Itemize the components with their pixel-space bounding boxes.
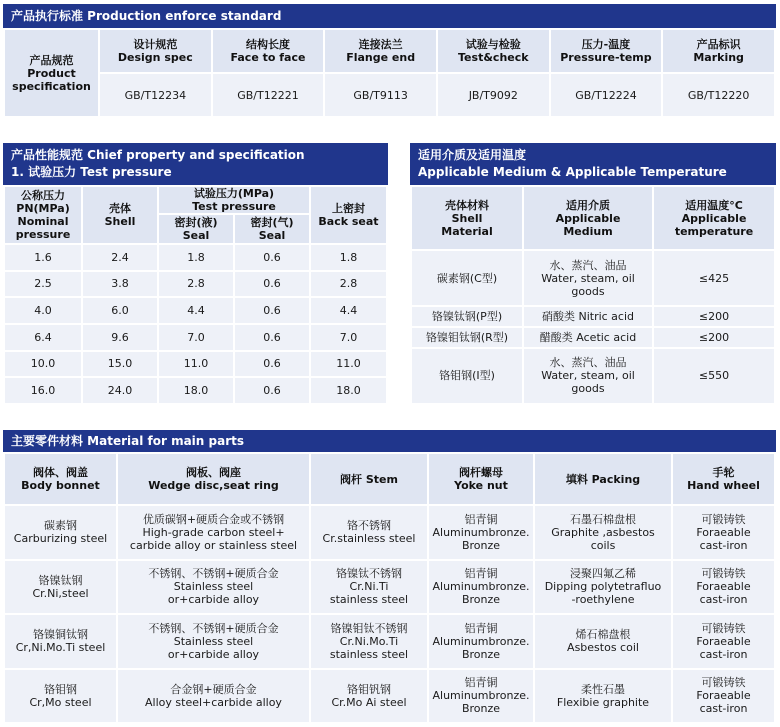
standard-col-face: 结构长度 Face to face (212, 29, 325, 73)
cell: ≤425 (653, 250, 775, 306)
standard-value: GB/T12234 (99, 73, 212, 117)
cell: 铬镍钼钛不锈钢 Cr.Ni.Mo.Ti stainless steel (310, 614, 428, 669)
cell: 硝酸类 Nitric acid (523, 306, 653, 327)
cell: 优质碳钢+硬质合金或不锈钢 High-grade carbon steel+ carbide alloy or stainless steel (117, 505, 310, 560)
cell: 2.8 (310, 271, 387, 298)
cell: 3.8 (82, 271, 158, 298)
cell: 铬镍钛钢(P型) (411, 306, 523, 327)
medium-panel (410, 143, 776, 405)
cell: 铬钼钢 Cr,Mo steel (4, 669, 117, 724)
cell: 9.6 (82, 324, 158, 351)
cell: 柔性石墨 Flexibie graphite (534, 669, 672, 724)
cell: 铬钼钢(I型) (411, 348, 523, 404)
header-shell: 壳体 Shell (82, 186, 158, 244)
cell: 铝青铜 Aluminumbronze. Bronze (428, 560, 534, 615)
cell: 不锈钢、不锈钢+硬质合金 Stainless steel or+carbide alloy (117, 560, 310, 615)
cell: 1.8 (310, 244, 387, 271)
table-row (4, 377, 387, 404)
test-pressure-table (3, 185, 388, 405)
cell: 铬镍钛不锈钢 Cr.Ni.Ti stainless steel (310, 560, 428, 615)
standard-value: GB/T12220 (662, 73, 775, 117)
table-row (4, 324, 387, 351)
standard-table (3, 28, 776, 118)
standard-col-test: 试验与检验 Test&check (437, 29, 550, 73)
standard-row-label: 产品规范 Product specification (4, 29, 99, 117)
cell: 0.6 (234, 324, 310, 351)
header-stem: 阀杆 Stem (310, 453, 428, 505)
property-panel (3, 143, 388, 405)
cell: 烯石棉盘根 Asbestos coil (534, 614, 672, 669)
cell: 0.6 (234, 271, 310, 298)
standard-value: GB/T12224 (550, 73, 663, 117)
standard-col-flange: 连接法兰 Flange end (324, 29, 437, 73)
cell: 18.0 (158, 377, 234, 404)
cell: 1.6 (4, 244, 82, 271)
cell: 碳素钢 Carburizing steel (4, 505, 117, 560)
cell: 10.0 (4, 351, 82, 378)
cell: 7.0 (158, 324, 234, 351)
table-row (4, 351, 387, 378)
table-row (4, 505, 775, 560)
table-row (4, 271, 387, 298)
header-wedge-disc: 阀板、阀座 Wedge disc,seat ring (117, 453, 310, 505)
cell: 铬钼钒钢 Cr.Mo Ai steel (310, 669, 428, 724)
cell: 铬镍铜钛钢 Cr,Ni.Mo.Ti steel (4, 614, 117, 669)
cell: 铝青铜 Aluminumbronze. Bronze (428, 614, 534, 669)
cell: 可锻铸铁 Foraeable cast-iron (672, 669, 775, 724)
cell: 1.8 (158, 244, 234, 271)
cell: 铬镍钛钢 Cr.Ni,steel (4, 560, 117, 615)
table-row (4, 560, 775, 615)
header-packing: 填料 Packing (534, 453, 672, 505)
cell: 2.8 (158, 271, 234, 298)
cell: 0.6 (234, 377, 310, 404)
cell: 4.0 (4, 297, 82, 324)
parts-table (3, 452, 776, 724)
header-seal-liquid: 密封(液) Seal (158, 214, 234, 244)
header-nominal-pressure: 公称压力 PN(MPa) Nominal pressure (4, 186, 82, 244)
standard-title-bar (3, 4, 776, 28)
cell: 11.0 (310, 351, 387, 378)
table-row (411, 250, 775, 306)
cell: 18.0 (310, 377, 387, 404)
standard-value: JB/T9092 (437, 73, 550, 117)
standard-title: 产品执行标准 Production enforce standard (11, 9, 282, 23)
cell: 7.0 (310, 324, 387, 351)
header-back-seat: 上密封 Back seat (310, 186, 387, 244)
cell: 0.6 (234, 297, 310, 324)
cell: 6.4 (4, 324, 82, 351)
cell: 不锈钢、不锈钢+硬质合金 Stainless steel or+carbide alloy (117, 614, 310, 669)
cell: ≤550 (653, 348, 775, 404)
medium-table (410, 185, 776, 405)
header-shell-material: 壳体材料 Shell Material (411, 186, 523, 250)
header-body-bonnet: 阀体、阀盖 Body bonnet (4, 453, 117, 505)
cell: 16.0 (4, 377, 82, 404)
cell: 可锻铸铁 Foraeable cast-iron (672, 614, 775, 669)
table-row (4, 244, 387, 271)
table-row (4, 614, 775, 669)
cell: 醋酸类 Acetic acid (523, 327, 653, 348)
cell: 浸聚四氟乙稀 Dipping polytetrafluo -roethylene (534, 560, 672, 615)
cell: 碳素钢(C型) (411, 250, 523, 306)
cell: 铬镍钼钛钢(R型) (411, 327, 523, 348)
cell: 15.0 (82, 351, 158, 378)
header-hand-wheel: 手轮 Hand wheel (672, 453, 775, 505)
header-seal-gas: 密封(气) Seal (234, 214, 310, 244)
parts-title: 主要零件材料 Material for main parts (11, 434, 244, 448)
cell: 4.4 (158, 297, 234, 324)
cell: ≤200 (653, 306, 775, 327)
standard-col-marking: 产品标识 Marking (662, 29, 775, 73)
header-applicable-temperature: 适用温度°C Applicable temperature (653, 186, 775, 250)
cell: ≤200 (653, 327, 775, 348)
cell: 铝青铜 Aluminumbronze. Bronze (428, 669, 534, 724)
cell: 石墨石棉盘根 Graphite ,asbestos coils (534, 505, 672, 560)
cell: 2.4 (82, 244, 158, 271)
table-row (411, 306, 775, 327)
table-row (4, 297, 387, 324)
table-row (4, 669, 775, 724)
cell: 0.6 (234, 244, 310, 271)
parts-title-bar (3, 430, 776, 452)
cell: 铝青铜 Aluminumbronze. Bronze (428, 505, 534, 560)
table-row (411, 327, 775, 348)
cell: 24.0 (82, 377, 158, 404)
cell: 可锻铸铁 Foraeable cast-iron (672, 505, 775, 560)
cell: 水、蒸汽、油品 Water, steam, oil goods (523, 250, 653, 306)
cell: 合金钢+硬质合金 Alloy steel+carbide alloy (117, 669, 310, 724)
property-subtitle: 1. 试验压力 Test pressure (11, 165, 172, 179)
table-row (411, 348, 775, 404)
standard-value: GB/T12221 (212, 73, 325, 117)
cell: 可锻铸铁 Foraeable cast-iron (672, 560, 775, 615)
header-yoke-nut: 阀杆螺母 Yoke nut (428, 453, 534, 505)
cell: 4.4 (310, 297, 387, 324)
header-applicable-medium: 适用介质 Applicable Medium (523, 186, 653, 250)
standard-col-pressure: 压力-温度 Pressure-temp (550, 29, 663, 73)
medium-subtitle: Applicable Medium & Applicable Temperature (418, 165, 727, 179)
cell: 11.0 (158, 351, 234, 378)
property-title: 产品性能规范 Chief property and specification (11, 148, 305, 162)
parts-panel (3, 430, 776, 724)
cell: 水、蒸汽、油品 Water, steam, oil goods (523, 348, 653, 404)
header-test-pressure: 试验压力(MPa) Test pressure (158, 186, 310, 214)
medium-title: 适用介质及适用温度 (418, 148, 527, 162)
medium-title-bar (410, 143, 776, 185)
cell: 2.5 (4, 271, 82, 298)
standard-col-design: 设计规范 Design spec (99, 29, 212, 73)
cell: 6.0 (82, 297, 158, 324)
cell: 铬不锈钢 Cr.stainless steel (310, 505, 428, 560)
standard-panel (3, 4, 776, 118)
standard-value: GB/T9113 (324, 73, 437, 117)
property-title-bar (3, 143, 388, 185)
cell: 0.6 (234, 351, 310, 378)
